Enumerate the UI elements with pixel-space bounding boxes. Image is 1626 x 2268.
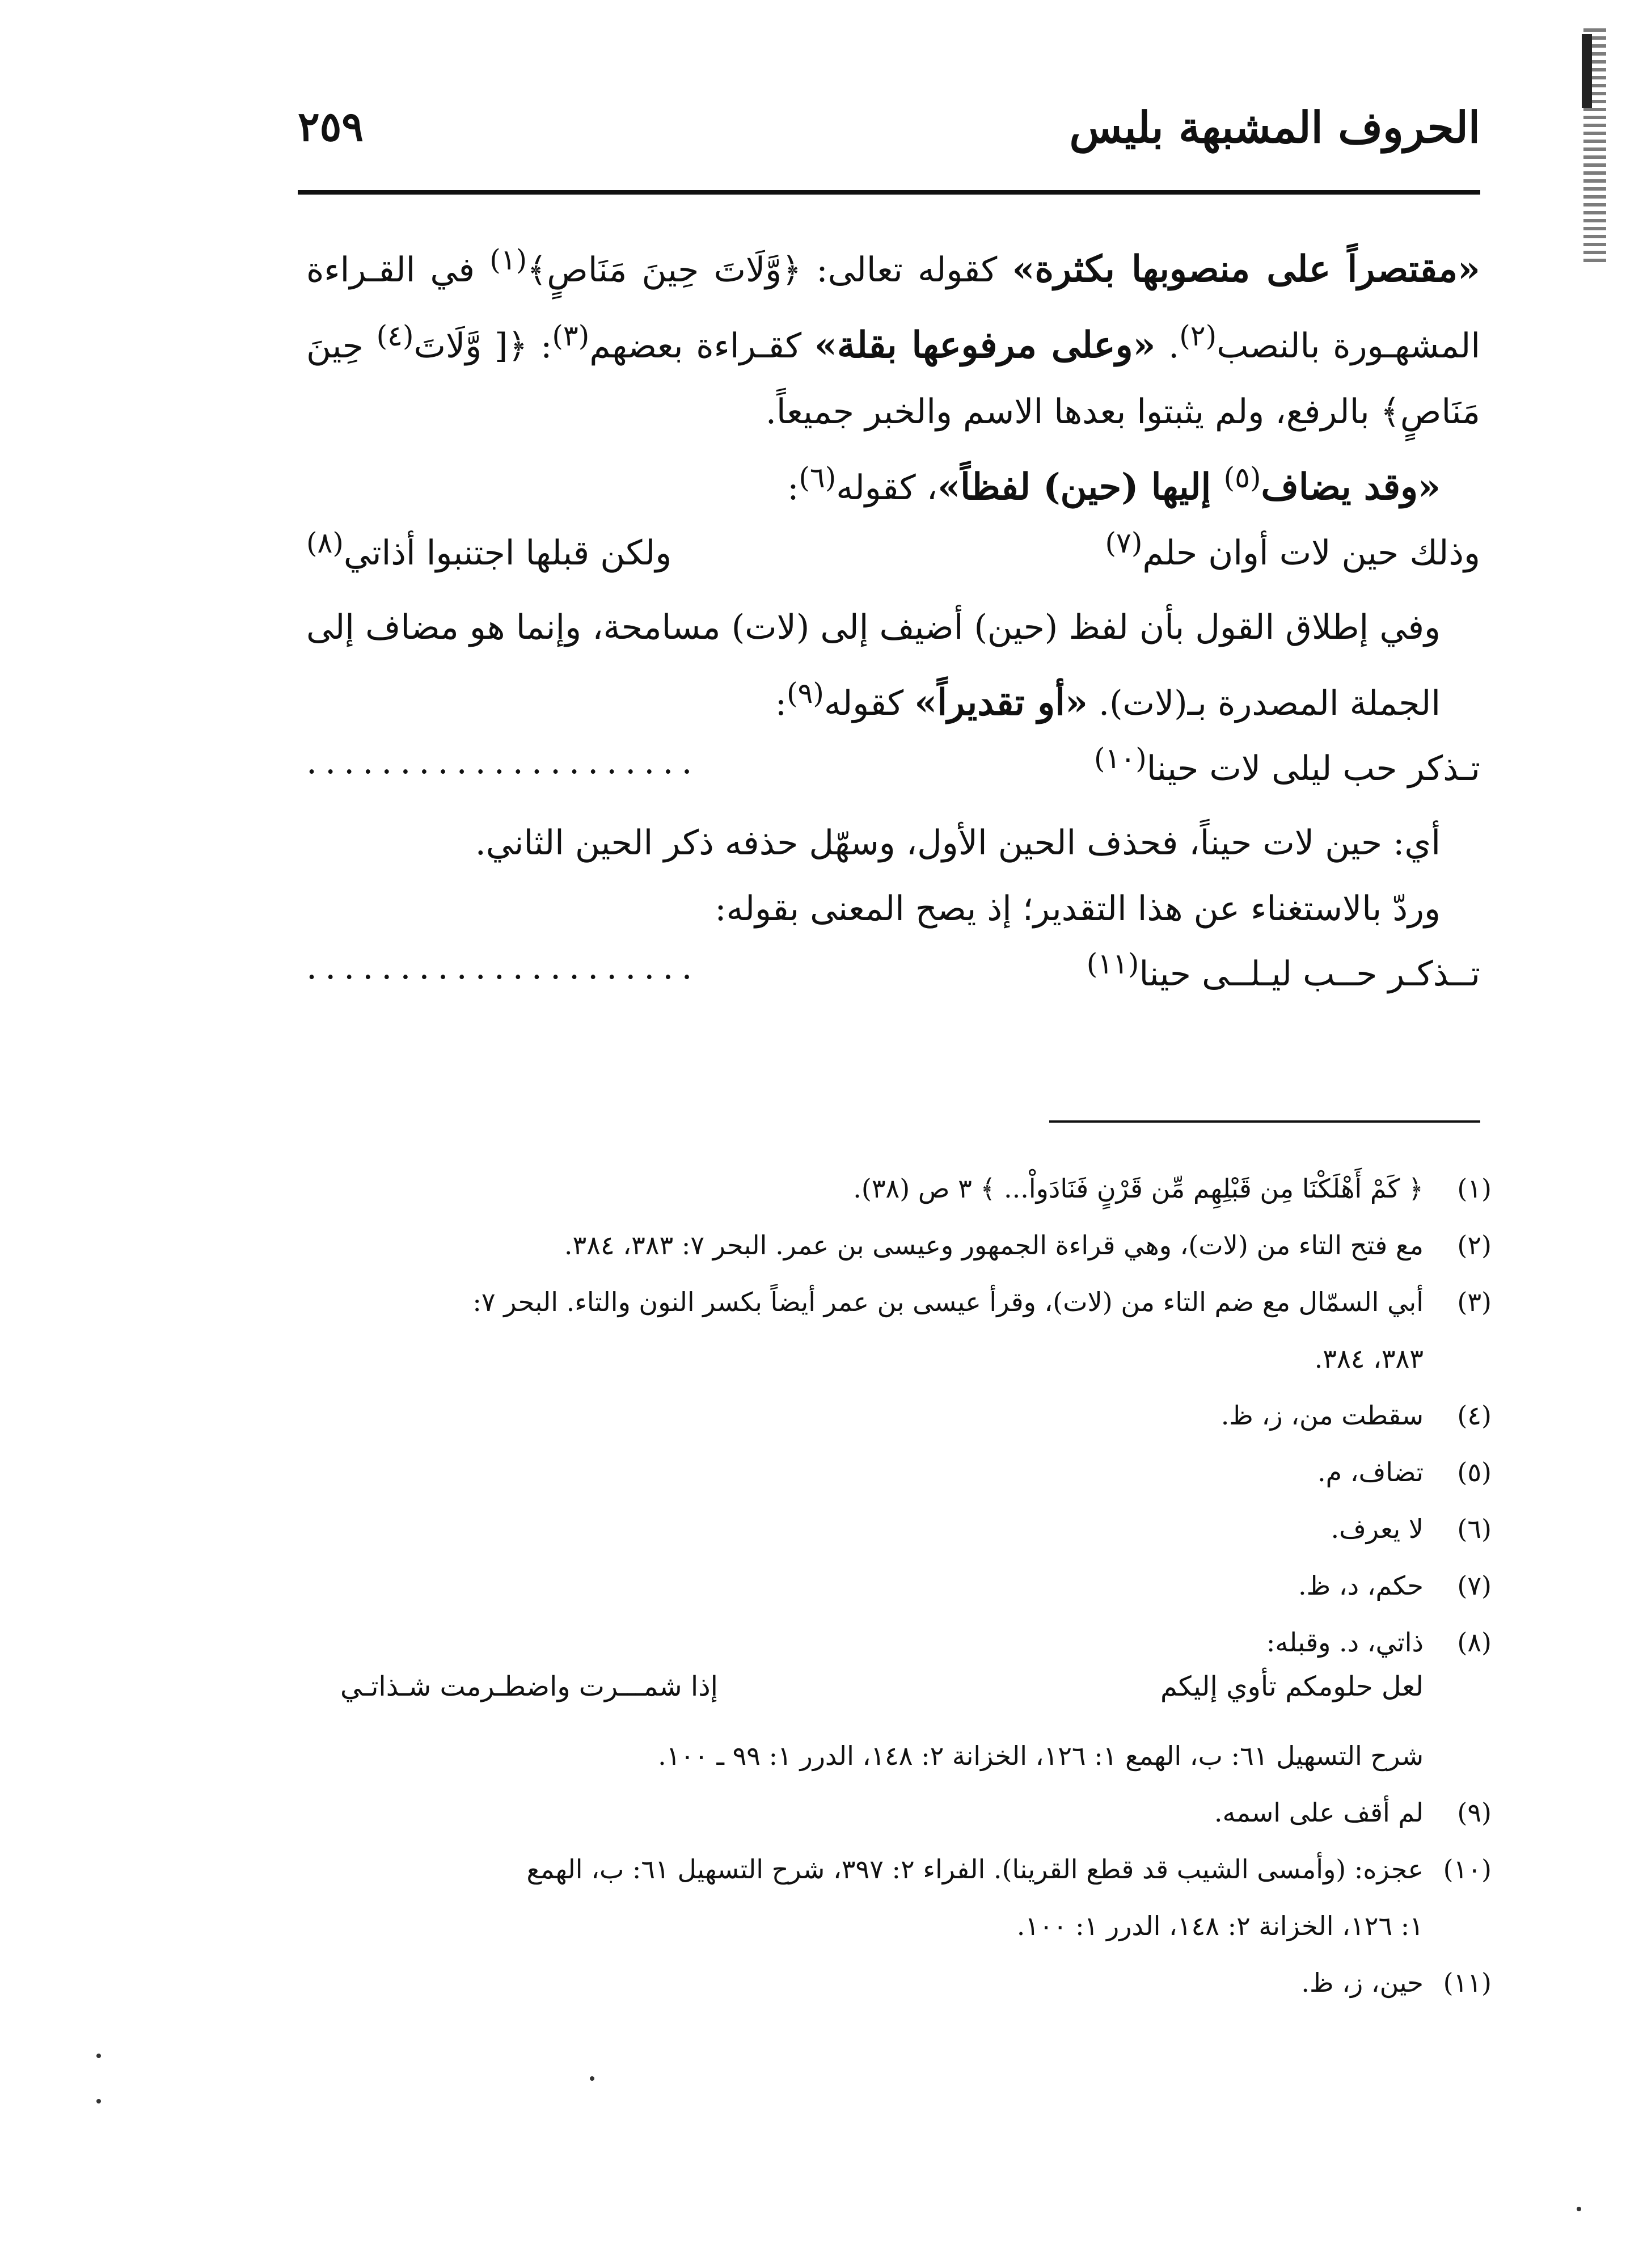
bold-phrase: «مقتصراً على منصوبها بكثرة»	[1012, 248, 1481, 290]
footnote-number: (١١)	[1443, 1967, 1492, 1998]
footnote-item	[340, 1444, 1492, 1500]
footnote-number: (١٠)	[1443, 1854, 1492, 1885]
footnote-item	[340, 1274, 1492, 1330]
footnote-text: ذاتي، د. وقبله:	[1266, 1627, 1424, 1658]
running-header	[298, 102, 1480, 170]
footnote-item	[340, 1160, 1492, 1217]
chapter-title: الحروف المشبهة بليس	[1069, 102, 1480, 153]
footnote-verse	[340, 1671, 1492, 1727]
footnote-ref[interactable]: (١٠)	[1093, 742, 1147, 775]
footnote-ref[interactable]: (٨)	[306, 526, 344, 559]
text-run: كقوله تعالى: ﴿وَّلَاتَ حِينَ مَنَاصٍ﴾	[527, 250, 1012, 290]
footnote-text: تضاف، م.	[1317, 1457, 1424, 1487]
footnote-text: سقطت من، ز، ظ.	[1220, 1400, 1424, 1431]
footnote-item	[340, 1841, 1492, 1898]
footnote-text: حكم، د، ظ.	[1298, 1570, 1424, 1601]
verse-text: وذلك حين لات أوان حلم	[1142, 533, 1480, 573]
text-run: كقوله	[823, 684, 915, 723]
footnote-text: حين، ز، ظ.	[1301, 1967, 1424, 1998]
footnote-ref[interactable]: (٧)	[1105, 526, 1143, 559]
text-run: ، كقوله	[836, 468, 938, 508]
text-run: وفي إطلاق القول بأن لفظ (حين) أضيف إلى (لات) مسامحة، وإنما هو مضاف إلى الجملة المصدرة بـ(لات).	[306, 608, 1441, 723]
footnote-number: (٨)	[1457, 1627, 1492, 1658]
header-rule	[298, 190, 1480, 195]
scan-speck	[96, 2054, 101, 2058]
footnote-continuation: ٣٨٣، ٣٨٤.	[1314, 1343, 1424, 1374]
omission-dots: .....................	[306, 947, 700, 987]
footnote-text: أبي السمّال مع ضم التاء من (لات)، وقرأ عيسى بن عمر أيضاً بكسر النون والتاء. البحر ٧:	[472, 1287, 1424, 1317]
text-run: .	[1155, 326, 1180, 366]
verse-hemistich-1	[1087, 947, 1480, 994]
verse-hemistich-2	[306, 526, 671, 573]
scan-edge-shadow	[1582, 34, 1592, 108]
paragraph-1	[306, 227, 1480, 445]
text-run: :	[775, 684, 787, 723]
footnote-number: (١)	[1457, 1173, 1492, 1204]
footnotes	[340, 1160, 1492, 2011]
page-number: ٢٥٩	[298, 102, 364, 150]
bold-phrase: «وعلى مرفوعها بقلة»	[814, 324, 1156, 366]
footnote-number: (٩)	[1457, 1797, 1492, 1828]
footnote-ref[interactable]: (٥)	[1223, 461, 1261, 494]
footnote-continuation: شرح التسهيل ٦١: ب، الهمع ١: ١٢٦، الخزانة ٢: ١٤٨، الدرر ١: ٩٩ ـ ١٠٠.	[658, 1740, 1424, 1771]
footnote-number: (٦)	[1457, 1514, 1492, 1544]
paragraph-2	[306, 445, 1480, 521]
footnote-text: لم أقف على اسمه.	[1214, 1797, 1424, 1828]
scan-speck	[96, 2099, 101, 2103]
verse-line-1	[306, 521, 1480, 595]
footnote-number: (٤)	[1457, 1400, 1492, 1431]
text-run: كقـراءة بعضهم	[589, 326, 814, 366]
verse-text: تـذكر حب ليلى لات حينا	[1146, 749, 1480, 789]
verse-text: ولكن قبلها اجتنبوا أذاتي	[343, 533, 672, 573]
footnote-text: مع فتح التاء من (لات)، وهي قراءة الجمهور وعيسى بن عمر. البحر ٧: ٣٨٣، ٣٨٤.	[564, 1230, 1424, 1261]
footnote-text: ﴿ كَمْ أَهْلَكْنَا مِن قَبْلِهِم مِّن قَرْنٍ فَنَادَواْ... ﴾ ٣ ص (٣٨).	[853, 1173, 1424, 1204]
text-run: حِينَ مَنَاصٍ﴾ بالرفع، ولم يثبتوا بعدها الاسم والخبر جميعاً.	[306, 326, 1480, 432]
footnote-item	[340, 1557, 1492, 1614]
footnote-item	[340, 1387, 1492, 1444]
footnote-continuation: ١: ١٢٦، الخزانة ٢: ١٤٨، الدرر ١: ١٠٠.	[1016, 1911, 1424, 1941]
footnote-number: (٧)	[1457, 1570, 1492, 1601]
footnote-text: عجزه: (وأمسى الشيب قد قطع القرينا). الفراء ٢: ٣٩٧، شرح التسهيل ٦١: ب، الهمع	[526, 1854, 1424, 1885]
text-run: : ﴿[ وَّلَاتَ	[413, 326, 552, 366]
verse-line-3	[306, 942, 1480, 1015]
footnote-item	[340, 1500, 1492, 1557]
footnote-ref[interactable]: (٣)	[552, 319, 590, 352]
bold-phrase: إليها (حين) لفظاً»	[937, 466, 1224, 508]
verse-hemistich-2: إذا شمـــرت واضطـرمت شـذاتـي	[340, 1671, 718, 1702]
footnote-item	[340, 1954, 1492, 2011]
paragraph-4: أي: حين لات حيناً، فحذف الحين الأول، وسهّل حذفه ذكر الحين الثاني.	[475, 823, 1441, 863]
footnote-ref[interactable]: (٢)	[1179, 319, 1217, 352]
paragraph-5: وردّ بالاستغناء عن هذا التقدير؛ إذ يصح المعنى بقوله:	[715, 889, 1441, 929]
verse-hemistich-1	[1094, 742, 1480, 789]
main-text	[306, 227, 1480, 1015]
footnote-ref[interactable]: (٩)	[786, 677, 824, 710]
scan-speck	[1577, 2207, 1581, 2211]
footnote-number: (٢)	[1457, 1230, 1492, 1261]
bold-phrase: «أو تقديراً»	[914, 681, 1088, 724]
text-run: في القـراءة المشهـورة بالنصب	[306, 250, 1480, 366]
footnote-number: (٥)	[1457, 1457, 1492, 1487]
footnote-ref[interactable]: (٦)	[799, 461, 837, 494]
verse-hemistich-1	[1105, 526, 1480, 573]
bold-phrase: «وقد يضاف	[1261, 466, 1441, 508]
footnote-ref[interactable]: (٤)	[376, 319, 414, 352]
text-run: :	[787, 468, 799, 508]
footnote-separator	[1049, 1120, 1480, 1123]
footnote-item	[340, 1784, 1492, 1841]
footnote-text: لا يعرف.	[1331, 1514, 1424, 1544]
paragraph-3	[306, 595, 1480, 736]
footnote-ref[interactable]: (١١)	[1086, 947, 1139, 980]
footnote-item	[340, 1614, 1492, 1671]
footnote-number: (٣)	[1457, 1287, 1492, 1317]
omission-dots: .....................	[306, 742, 700, 782]
verse-hemistich-1: لعل حلومكم تأوي إليكم	[1160, 1671, 1424, 1702]
verse-text: تــذكـر حــب ليـلــى حينا	[1139, 954, 1480, 994]
verse-line-2	[306, 736, 1480, 810]
scan-speck	[590, 2076, 594, 2081]
footnote-item	[340, 1217, 1492, 1274]
footnote-ref[interactable]: (١)	[489, 243, 527, 276]
